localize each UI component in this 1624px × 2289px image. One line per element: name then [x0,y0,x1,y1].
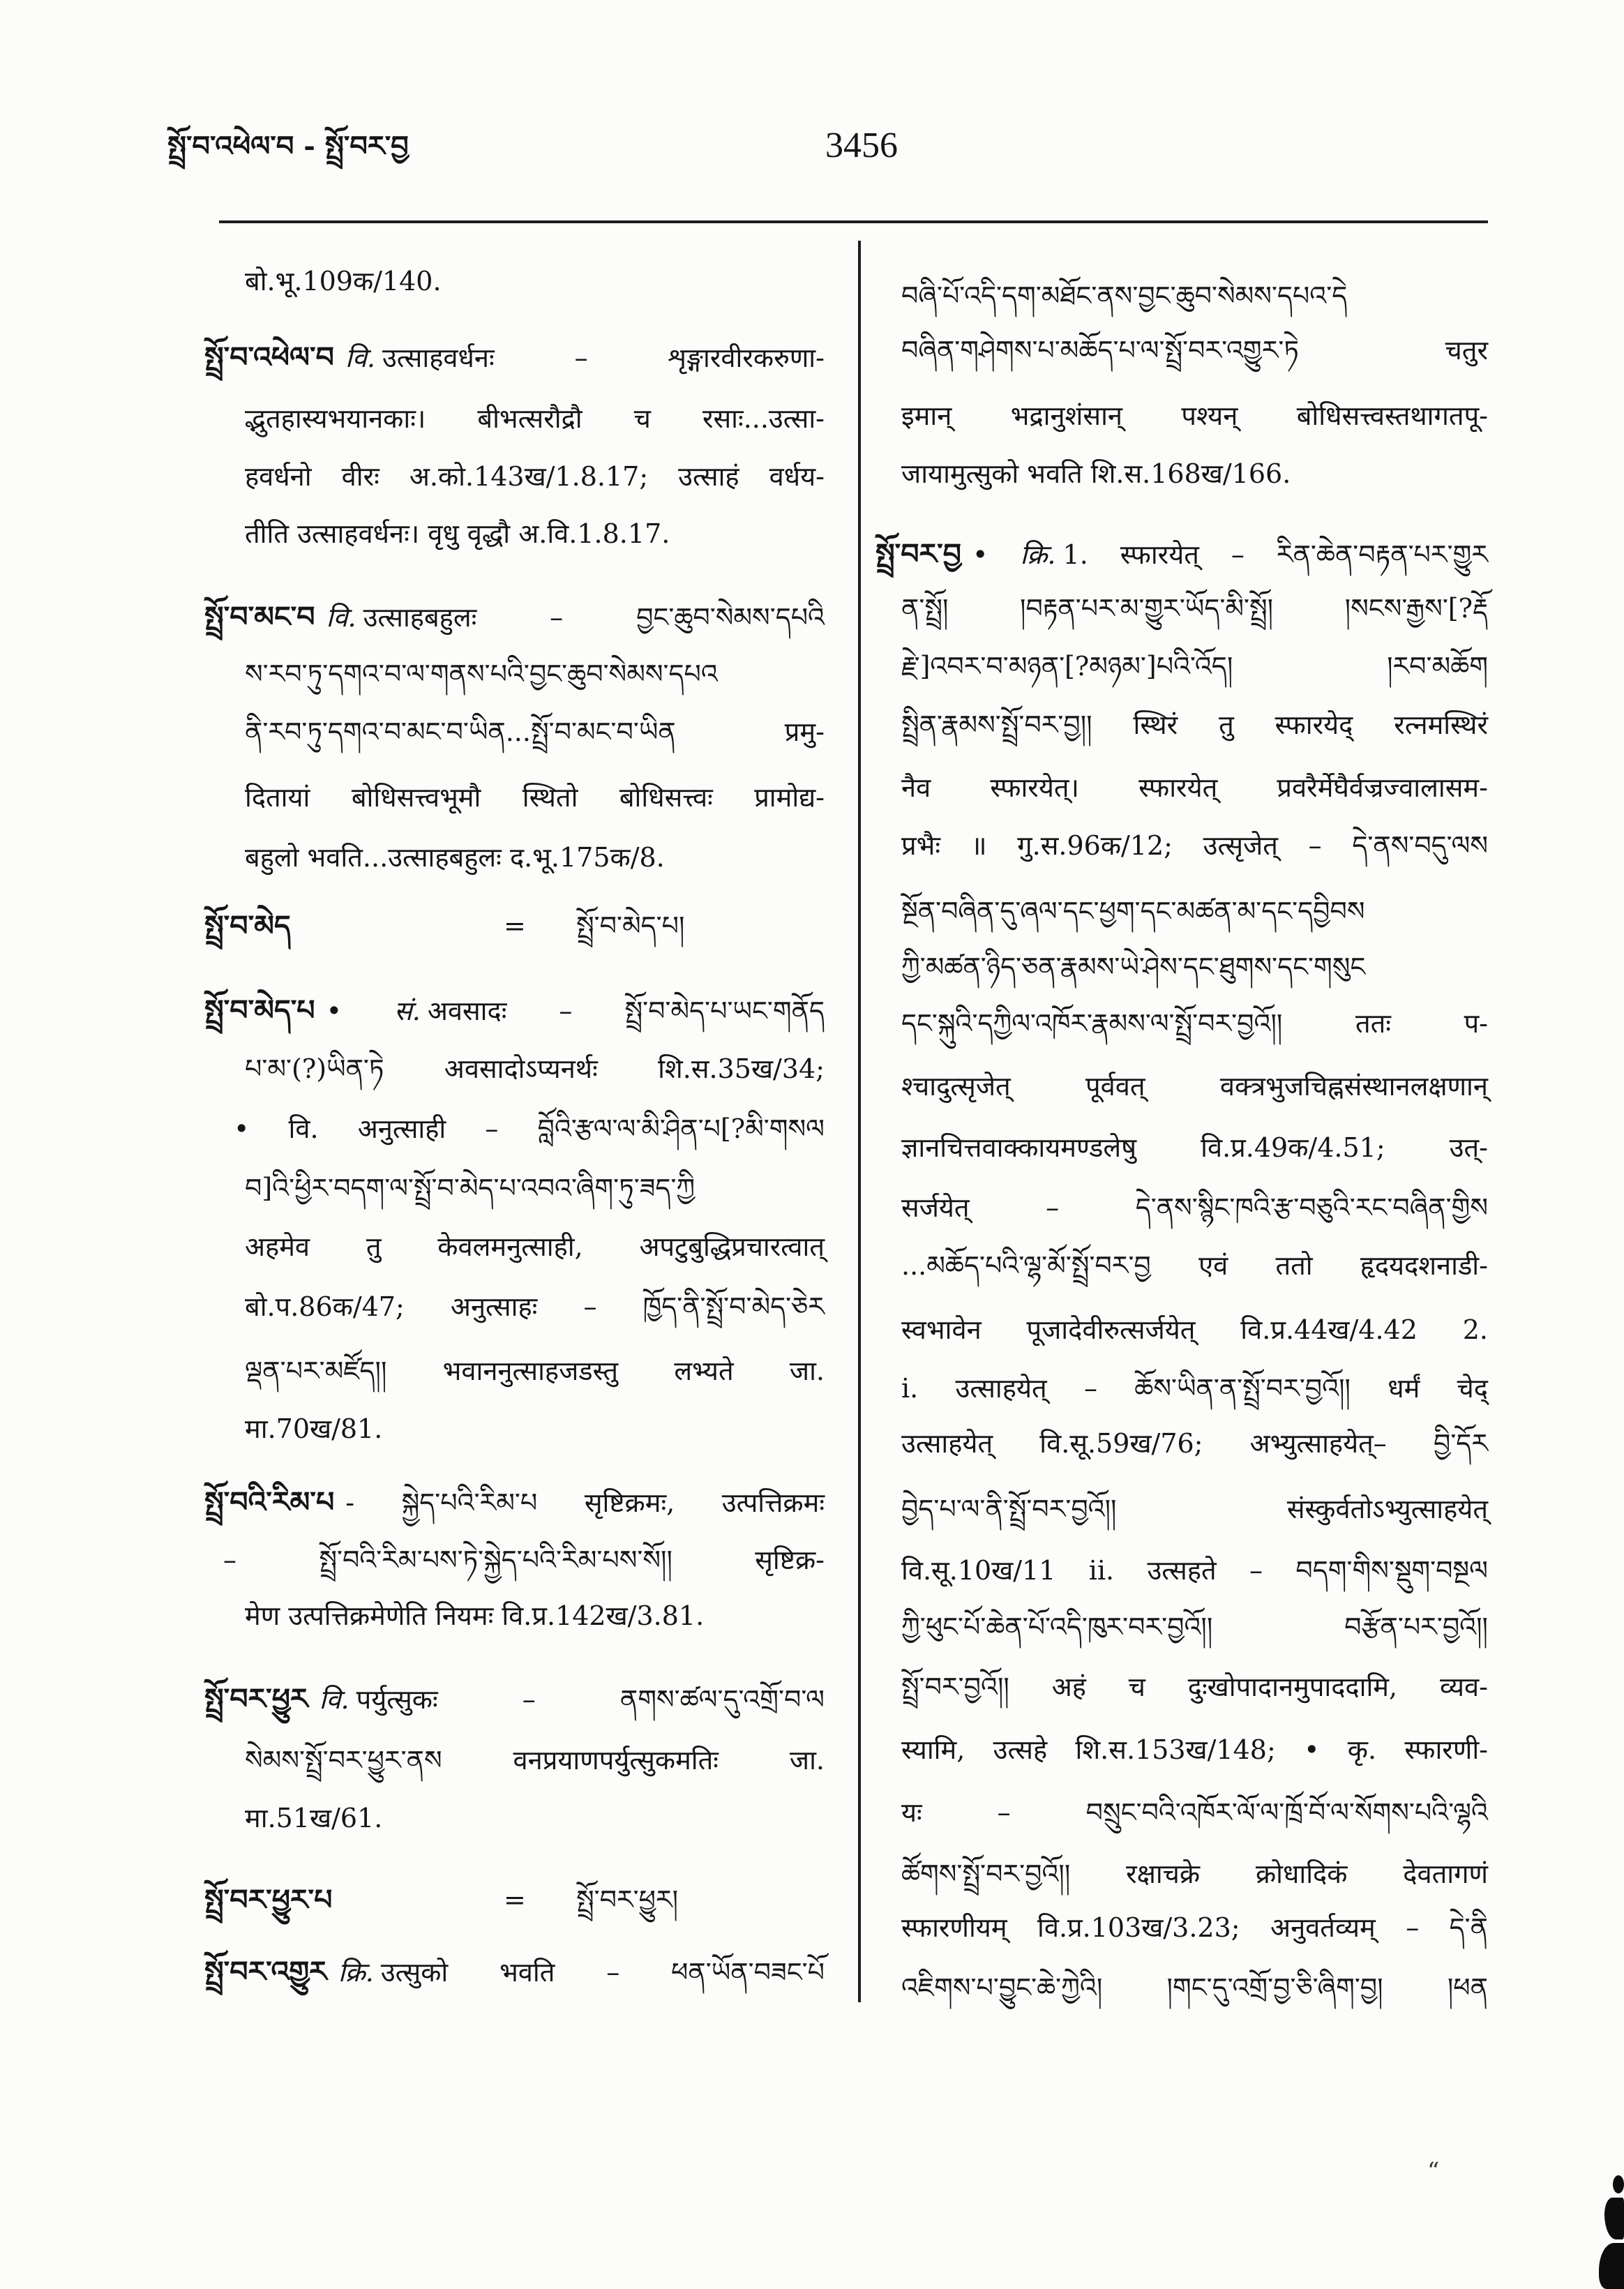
entry-line [901,1416,1488,1471]
entry-line [245,1041,825,1097]
entry-line [901,1360,1488,1416]
entry-line [204,589,825,645]
entry-line [901,1785,1488,1840]
entry-line [204,1474,825,1530]
entry-text: उत्साहबहुलः – བྱང་ཆུབ་སེམས་དཔའི [363,602,825,633]
entry-text: द्भुतहास्यभयानकाः। बीभत्सरौद्रौ च रसाः...उत्सा- [245,403,825,434]
entry-text: हवर्धनो वीरः अ.को.143ख/1.8.17; उत्साहं वर्धय- [245,461,825,492]
entry-text: मा.51ख/61. [245,1803,383,1833]
entry-line [245,506,825,562]
entry-line [245,770,825,825]
entry-text: सर्जयेत् – དེ་ནས་སྙིང་ཁའི་རྩ་བཅུའི་རང་བཞིན་གྱིས [901,1192,1488,1223]
entry-text: श्चादुत्सृजेत् पूर्ववत् वक्त्रभुजचिह्नसंस्थानलक्षणान् [901,1071,1488,1102]
entry-text: नैव स्फारयेत्। स्फारयेत् प्रवरैर्मेघैर्वज्रज्वालासम- [901,772,1488,803]
headword: སྤྲོ་བ་མེད [204,909,291,943]
entry-text: སེམས་སྤྲོ་བར་ཕྱུར་ནས वनप्रयाणपर्युत्सुकमतिः जा. [245,1745,825,1776]
entry-text: - སྐྱེད་པའི་རིམ་པ सृष्टिक्रमः, उत्पत्तिक्रमः [345,1487,825,1518]
entry-text: स्फारणीयम् वि.प्र.103ख/3.23; अनुवर्तव्यम् – དེ་ནི [901,1912,1488,1943]
cross-reference: སྤྲོ་བར་ཕྱུར། [576,1884,679,1915]
entry-text: རྗེ་]འབར་བ་མཉན་[?མཉམ་]པའི་འོད། །རབ་མཆོག [901,651,1488,682]
entry-line [901,446,1488,502]
entry-text: བཞིན་གཤེགས་པ་མཆོད་པ་ལ་སྤྲོ་བར་འགྱུར་ཏེ चतुर [901,335,1488,366]
scan-edge-artifact [1613,2175,1624,2193]
entry-line [901,818,1488,873]
entry-line [901,1599,1488,1655]
cross-reference: སྤྲོ་བ་མེད་པ། [576,910,685,941]
entry-text: ས་རབ་ཏུ་དགའ་བ་ལ་གནས་པའི་བྱང་ཆུབ་སེམས་དཔའ [245,659,718,689]
entry-text: 1. स्फारयेत् – རིན་ཆེན་བརྟན་པར་གྱུར [1062,539,1488,570]
entry-text: पर्युत्सुकः – ནགས་ཚལ་དུ་འགྲོ་བ་ལ [356,1684,825,1715]
entry-line [901,760,1488,816]
entry-line [901,1120,1488,1176]
running-head: སྤྲོ་བ་འཕེལ་བ - སྤྲོ་བར་བྱ [167,130,409,163]
entry-line [245,1732,825,1788]
entry-text: इमान् भद्रानुशंसान् पश्यन् बोधिसत्त्वस्तथागतपू- [901,400,1488,431]
entry-line [901,322,1488,378]
entry-line [901,939,1488,995]
headword: སྤྲོ་བར་ཕྱུར་པ [204,1883,333,1916]
entry-text: अवसादः – སྤྲོ་བ་མེད་པ་ཡང་གནོད [427,996,825,1026]
grammar-label: • सं. [326,996,421,1026]
page-number: 3456 [825,126,898,165]
entry-text: སྤྲོ་བར་བྱའོ།། अहं च दुःखोपादानमुपाददामि, व्यव- [901,1672,1488,1702]
column-divider [858,241,861,2002]
scan-edge-artifact [1599,2243,1624,2289]
entry-text: दितायां बोधिसत्त्वभूमौ स्थितो बोधिसत्त्वः प्रामोद्य- [245,782,825,813]
entry-text: ལྡན་པར་མཛོད།། भवाननुत्साहजडस्तु लभ्यते जा. [245,1356,825,1386]
entry-text: यः – བསྲུང་བའི་འཁོར་ལོ་ལ་ཁྲོ་བོ་ལ་སོགས་པའི་ལྷའི [901,1797,1488,1828]
entry-text: ན་སྤྲོ། །བརྟན་པར་མ་གྱུར་ཡོད་མི་སྤྲོ། །སངས་རྒྱས་[?རྡོ [901,593,1488,624]
entry-text: स्वभावेन पूजादेवीरुत्सर्जयेत् वि.प्र.44ख/4.42 2. [901,1314,1488,1345]
entry-line [901,1302,1488,1358]
entry-text: तीति उत्साहवर्धनः। वृधु वृद्धौ अ.वि.1.8.17. [245,518,670,549]
entry-text: अहमेव तु केवलमनुत्साही, अपटुबुद्धिप्रचारत्वात् [245,1231,825,1262]
entry-text: i. उत्साहयेत् – ཆོས་ཡིན་ན་སྤྲོ་བར་བྱའོ།། धर्मं चेद् [901,1373,1488,1404]
grammar-label: वि. [345,343,375,373]
entry-text: उत्साहयेत् वि.सू.59ख/76; अभ्युत्साहयेत्– བྱི་དོར [901,1428,1488,1459]
entry-line [204,1944,825,1999]
entry-line [223,1532,825,1588]
entry-text: བཞི་པོ་འདི་དག་མཐོང་ནས་བྱང་ཆུབ་སེམས་དཔའ་དེ [901,280,1348,311]
entry-line [245,704,825,760]
entry-text: དང་སྐུའི་དཀྱིལ་འཁོར་རྣམས་ལ་སྤྲོ་བར་བྱའོ།། ततः प- [901,1008,1488,1039]
entry-line [901,697,1488,753]
entry-line [901,1900,1488,1956]
header-rule [219,220,1488,223]
entry-line [901,883,1488,939]
entry-line [245,1160,825,1216]
entry-text: པ་མ་(?)ཡིན་ཏེ अवसादोऽप्यनर्थः शि.स.35ख/34; [245,1053,825,1084]
headword: སྤྲོ་བ་འཕེལ་བ [204,340,334,374]
cross-reference-line [204,898,825,954]
entry-line [901,638,1488,694]
entry-line [901,1846,1488,1902]
entry-line [901,1180,1488,1236]
entry-text: मेण उत्पत्तिक्रमेणेति नियमः वि.प्र.142ख/3.81. [245,1600,705,1631]
entry-text: ཀྱི་ཕུང་པོ་ཆེན་པོ་འདི་ཁུར་བར་བྱའོ།། བརྩོན་པར་བྱའོ།། [901,1612,1488,1642]
equals-sign: = [504,910,526,941]
entry-line [234,1101,825,1157]
entry-text: – སྤྲོ་བའི་རིམ་པས་ཏེ་སྐྱེད་པའི་རིམ་པས་སོ།། सृष्टिक्र- [223,1545,825,1575]
entry-line [901,388,1488,444]
entry-line [901,1722,1488,1778]
entry-line [901,996,1488,1051]
entry-text: • वि. अनुत्साही – བློའི་རྩལ་ལ་མི་ཤིན་པ[?མི་གསལ [234,1113,825,1144]
entry-line [901,1238,1488,1293]
entry-line [204,1671,825,1727]
entry-line [901,1058,1488,1114]
headword: སྤྲོ་བར་འགྱུར [204,1955,327,1988]
entry-line [245,1588,825,1644]
entry-line [245,830,825,885]
entry-line [901,580,1488,636]
entry-text: उत्सुको भवति – ཕན་ཡོན་བཟང་པོ [380,1957,825,1988]
scan-edge-artifact [1604,2198,1624,2239]
headword: སྤྲོ་བར་བྱ [875,537,961,571]
entry-text: འཇིགས་པ་བྱུང་ཆེ་ཀྱེའི། །གང་དུ་འགྲོ་བྱ་ཅི་ཞིག་བྱ། །ཕན [901,1972,1488,2003]
entry-text: བྱེད་པ་ལ་ནི་སྤྲོ་བར་བྱའོ།། संस्कुर्वतोऽभ्युत्साहयेत् [901,1494,1488,1524]
grammar-label: क्रि. [338,1957,374,1988]
entry-line [245,253,825,309]
entry-line [204,982,825,1038]
entry-line [245,1279,825,1335]
grammar-label: • क्रि. [972,539,1056,570]
entry-line [901,1960,1488,2016]
cross-reference-line [204,1872,825,1928]
entry-line [901,1659,1488,1715]
entry-line [245,449,825,504]
grammar-label: वि. [326,602,356,633]
entry-text: प्रभैः ॥ गु.स.96क/12; उत्सृजेत् – དེ་ནས་བདུ་ལས [901,830,1488,861]
entry-text: སྔོན་བཞིན་དུ་ཞལ་དང་ཕྱག་དང་མཚན་མ་དང་དབྱིབས [901,896,1365,926]
headword: སྤྲོ་བའི་རིམ་པ [204,1485,335,1519]
entry-line [901,1543,1488,1598]
entry-line [875,526,1488,582]
entry-line [245,1401,825,1457]
entry-text: बहुलो भवति...उत्साहबहुलः द.भू.175क/8. [245,842,665,873]
headword: སྤྲོ་བ་མང་བ [204,600,315,633]
headword: སྤྲོ་བ་མེད་པ [204,993,315,1027]
entry-text: मा.70ख/81. [245,1413,383,1444]
entry-text: བ]འི་ཕྱིར་བདག་ལ་སྤྲོ་བ་མེད་པ་འབའ་ཞིག་ཏུ་ཟད་ཀྱི [245,1173,696,1203]
entry-line [245,391,825,446]
entry-text: बो.भू.109क/140. [245,266,442,297]
entry-line [204,329,825,385]
entry-line [901,268,1488,324]
entry-text: ज्ञानचित्तवाक्कायमण्डलेषु वि.प्र.49क/4.51; उत्- [901,1132,1488,1163]
entry-text: ཀྱི་མཚན་ཉིད་ཅན་རྣམས་ཡེ་ཤེས་དང་ཐུགས་དང་གསུང [901,952,1366,982]
entry-line [245,1790,825,1846]
equals-sign: = [504,1884,526,1915]
entry-line [901,1481,1488,1537]
entry-line [245,1219,825,1275]
entry-line [245,1343,825,1399]
entry-text: ...མཆོད་པའི་ལྷ་མོ་སྤྲོ་བར་བྱ एवं ततो हृदयदशनाडी- [901,1250,1488,1281]
entry-text: ཚོགས་སྤྲོ་བར་བྱའོ།། रक्षाचक्रे क्रोधादिकं देवतागणं [901,1859,1488,1889]
entry-line [245,646,825,702]
grammar-label: वि. [319,1684,349,1715]
entry-text: སྤྲིན་རྣམས་སྤྲོ་བར་བྱ།། स्थिरं तु स्फारयेद् रत्नमस्थिरं [901,710,1488,740]
entry-text: स्यामि, उत्सहे शि.स.153ख/148; • कृ. स्फारणी- [901,1734,1488,1765]
entry-text: वि.सू.10ख/11 ii. उत्सहते – བདག་གིས་སྡུག་བསྔལ [901,1555,1488,1586]
entry-text: उत्साहवर्धनः – शृङ्गारवीरकरुणा- [382,343,825,373]
scan-mark: “ [1427,2157,1440,2185]
entry-text: बो.प.86क/47; अनुत्साहः – ཁྱོད་ནི་སྤྲོ་བ་མེད་ཅེར [245,1291,825,1322]
entry-text: जायामुत्सुको भवति शि.स.168ख/166. [901,458,1291,489]
entry-text: ནི་རབ་ཏུ་དགའ་བ་མང་བ་ཡིན...སྤྲོ་བ་མང་བ་ཡིན प्रमु- [245,716,825,747]
headword: སྤྲོ་བར་ཕྱུར [204,1682,308,1716]
